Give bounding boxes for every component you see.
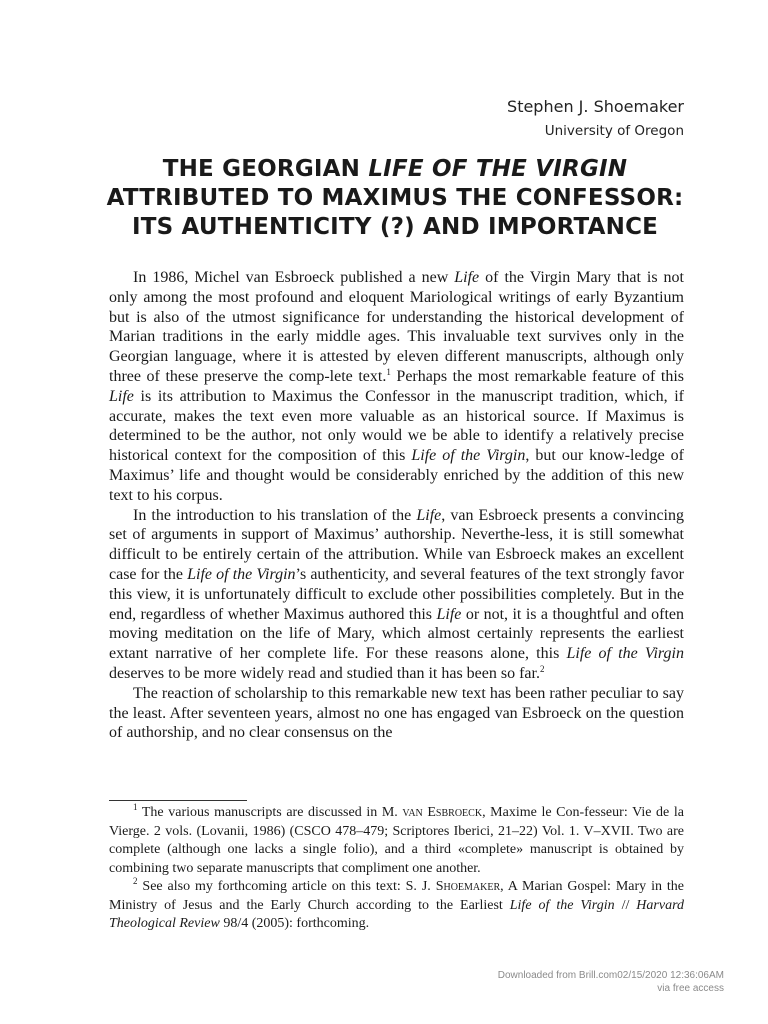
article-body	[109, 268, 684, 743]
footnote-ref-1[interactable]: 1	[386, 366, 391, 377]
title-line-3: ITS AUTHENTICITY (?) AND IMPORTANCE	[131, 214, 659, 240]
author-affiliation: University of Oregon	[544, 123, 684, 139]
footnote-ref-2[interactable]: 2	[539, 663, 545, 674]
paragraph-1: In 1986, Michel van Esbroeck published a new Life of the Virgin Mary that is not only among the most profound and eloquent Mariological writings of early Byzantium but is also of the utmost significance for understanding the historical development of Marian traditions in the early middle ages. This invaluable text survives only in the Georgian language, where it is attested by eleven different manuscripts, although only three of these preserve the comp-lete text.$^1$ Perhaps the most remarkable feature of this Life is its attribution to Maximus the Confessor in the manuscript tradition, which, if accurate, makes the text even more valuable as an historical source. If Maximus is determined to be the author, not only would we be able to identify a relatively precise historical context for the composition of this Life of the Virgin, but our know-ledge of Maximus’ life and thought would be considerably enriched by the addition of this new text to his corpus.	[109, 269, 685, 504]
watermark-line-2: via free access	[657, 983, 724, 994]
paragraph-2: In the introduction to his translation of the Life, van Esbroeck presents a convincing set of arguments in support of Maximus’ authorship. Neverthe-less, it is still somewhat difficult to be entirely certain of the attribution. While van Esbroeck makes an excellent case for the Life of the Virgin’s authenticity, and several features of the text strongly favor this view, it is unfortunately difficult to exclude other possibilities completely. But in the end, regardless of whether Maximus authored this Life or not, it is a thoughtful and often moving meditation on the life of Mary, which almost certainly represents the earliest extant narrative of her complete life. For these reasons alone, this Life of the Virgin deserves to be more widely read and studied than it has been so far.$^2$	[109, 506, 685, 682]
title-line-2: ATTRIBUTED TO MAXIMUS THE CONFESSOR:	[106, 185, 684, 211]
article-title	[100, 155, 690, 242]
paragraph-3: The reaction of scholarship to this remarkable new text has been rather peculiar to say the least. After seventeen years, almost no one has engaged van Esbroeck on the question of authorship, and no clear consensus on the	[109, 684, 684, 742]
footnote-1: $^1$ The various manuscripts are discussed in M. van Esbroeck, Maxime le Con-fesseur: Vie de la Vierge. 2 vols. (Lovanii, 1986) (CSCO 478–479; Scriptores Iberici, 21–22) Vol. 1. V–XVII. Two are complete (although one lacks a single folio), and a third «complete» manuscript is obtained by combining two separate manuscripts that compliment one another.	[109, 802, 684, 876]
download-watermark	[498, 969, 724, 995]
watermark-line-1: Downloaded from Brill.com02/15/2020 12:36:06AM	[497, 970, 724, 981]
title-line-1: THE GEORGIAN LIFE OF THE VIRGIN	[162, 156, 628, 182]
author-name: Stephen J. Shoemaker	[507, 97, 684, 116]
footnote-2: $^2$ See also my forthcoming article on this text: S. J. Shoemaker, A Marian Gospel: Mary in the Ministry of Jesus and the Early Church according to the Earliest Life of the Virgin // Harvard Theological Review 98/4 (2005): forthcoming.	[109, 876, 684, 931]
footnote-divider	[109, 800, 247, 801]
footnotes	[109, 804, 684, 934]
